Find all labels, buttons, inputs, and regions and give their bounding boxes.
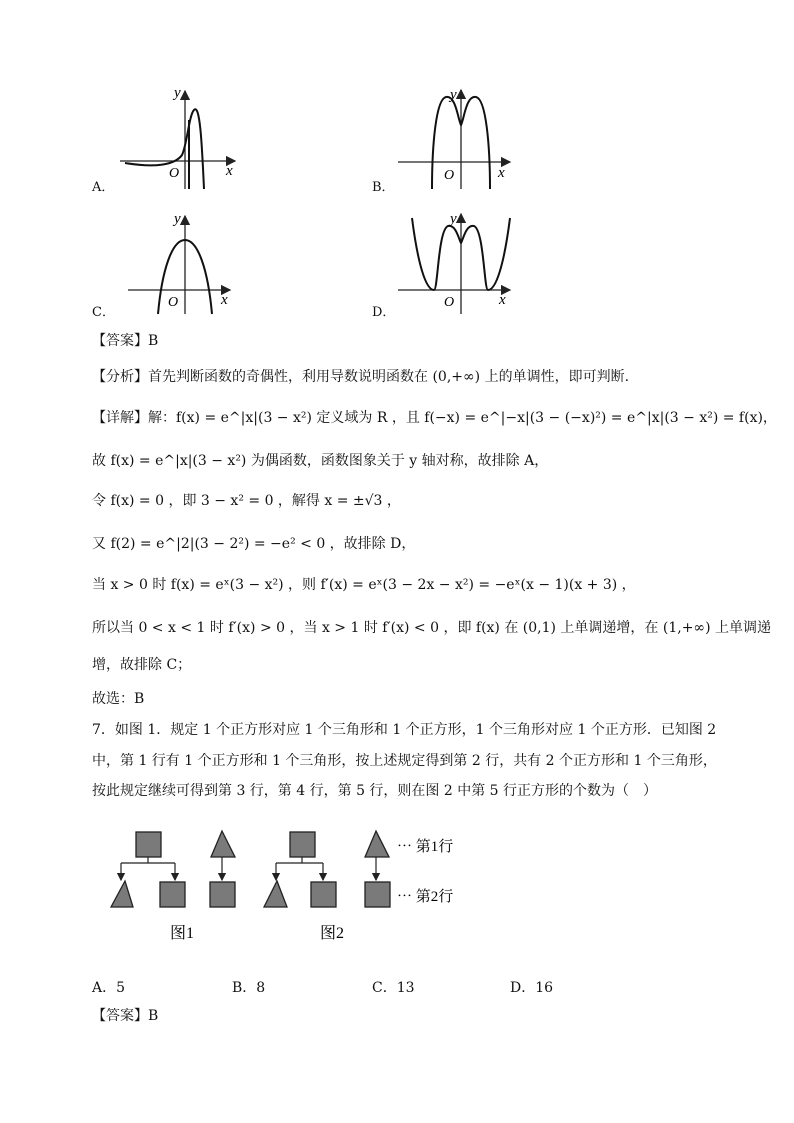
q6-analysis: [92, 367, 629, 387]
figure-2: [264, 831, 390, 907]
q6-detail-line-4: 又 f(2) = e^|2|(3 − 2²) = −e² < 0 ，故排除 D，: [92, 536, 416, 552]
q6-detail-line-6: 所以当 0 < x < 1 时 f′(x) > 0 ，当 x > 1 时 f′(x) < 0 ，即 f(x) 在 (0,1) 上单调递增，在 (1,+∞) 上单调递: [92, 620, 772, 636]
graph-a: [90, 85, 350, 195]
figure-2-caption: 图2: [320, 925, 345, 942]
square-shape: [210, 882, 235, 907]
figure-1: [111, 831, 235, 907]
graph-option-b: [370, 85, 630, 195]
q7-text-line-3: 按此规定继续可得到第 3 行，第 4 行，第 5 行，则在图 2 中第 5 行正方形的个数为（ ）: [92, 783, 658, 799]
q6-answer: [92, 331, 158, 351]
answer-value: B: [148, 333, 159, 349]
answer-tag: 【答案】: [92, 333, 148, 349]
choice-c: C．13: [372, 980, 415, 996]
axis-x-label: x: [498, 165, 505, 181]
graph-option-a: [90, 85, 350, 195]
axis-y-label: y: [450, 87, 457, 103]
axis-x-label: x: [221, 292, 228, 308]
q7-answer: [92, 1006, 158, 1026]
origin-label: O: [169, 166, 180, 181]
answer-tag: 【答案】: [92, 1008, 148, 1024]
q6-detail-line-7: 增，故排除 C；: [92, 657, 192, 673]
analysis-tag: 【分析】: [92, 369, 148, 385]
q6-detail-line-2: 故 f(x) = e^|x|(3 − x²) 为偶函数，函数图象关于 y 轴对称，故排除 A，: [92, 453, 549, 469]
q7-text-line-1: 7．如图 1．规定 1 个正方形对应 1 个三角形和 1 个正方形，1 个三角形对应 1 个正方形．已知图 2: [92, 722, 717, 738]
graph-c: [90, 210, 350, 320]
q7-figures: [100, 825, 500, 955]
triangle-shape: [111, 881, 133, 907]
origin-label: O: [444, 295, 455, 310]
origin-label: O: [168, 295, 179, 310]
q7-text-line-2: 中，第 1 行有 1 个正方形和 1 个三角形，按上述规定得到第 2 行，共有 2 个正方形和 1 个三角形，: [92, 753, 717, 769]
graph-option-d: [370, 210, 630, 320]
q6-detail-line-3: 令 f(x) = 0 ，即 3 − x² = 0 ，解得 x = ±√3 ，: [92, 493, 401, 509]
option-label: A．: [92, 180, 115, 195]
triangle-shape: [365, 831, 389, 857]
detail-tag: 【详解】: [92, 410, 148, 426]
axis-y-label: y: [174, 211, 181, 227]
analysis-text: 首先判断函数的奇偶性，利用导数说明函数在 (0,+∞) 上的单调性，即可判断.: [148, 369, 630, 385]
q6-detail-line-5: 当 x > 0 时 f(x) = eˣ(3 − x²) ，则 f′(x) = eˣ(3 − 2x − x²) = −eˣ(x − 1)(x + 3) ，: [92, 577, 636, 593]
choice-d: D．16: [510, 980, 554, 996]
row-1-label: ⋯ 第1行: [397, 839, 454, 855]
option-label: B．: [372, 180, 395, 195]
graph-d: [370, 210, 630, 320]
graph-b: [370, 85, 630, 195]
triangle-shape: [211, 831, 235, 857]
square-shape: [136, 832, 161, 857]
detail-text: 解：f(x) = e^|x|(3 − x²) 定义域为 R ，且 f(−x) = e^|−x|(3 − (−x)²) = e^|x|(3 − x²) = f(x)，: [148, 410, 777, 426]
answer-value: B: [148, 1008, 159, 1024]
square-shape: [311, 882, 336, 907]
graph-option-c: [90, 210, 350, 320]
square-shape: [290, 832, 315, 857]
axis-y-label: y: [174, 85, 181, 101]
choice-a: A．5: [92, 980, 126, 996]
q6-detail-line-1: [92, 408, 777, 428]
axis-y-label: y: [450, 211, 457, 227]
axis-x-label: x: [226, 163, 233, 179]
choice-b: B．8: [232, 980, 266, 996]
triangle-shape: [264, 881, 287, 907]
row-2-label: ⋯ 第2行: [397, 889, 454, 905]
figure-1-caption: 图1: [170, 925, 195, 942]
q6-detail-line-8: 故选：B: [92, 691, 145, 707]
axis-x-label: x: [499, 292, 506, 308]
square-shape: [365, 882, 390, 907]
square-shape: [160, 882, 185, 907]
option-label: C．: [92, 305, 115, 320]
origin-label: O: [444, 168, 455, 183]
option-label: D．: [372, 305, 396, 320]
